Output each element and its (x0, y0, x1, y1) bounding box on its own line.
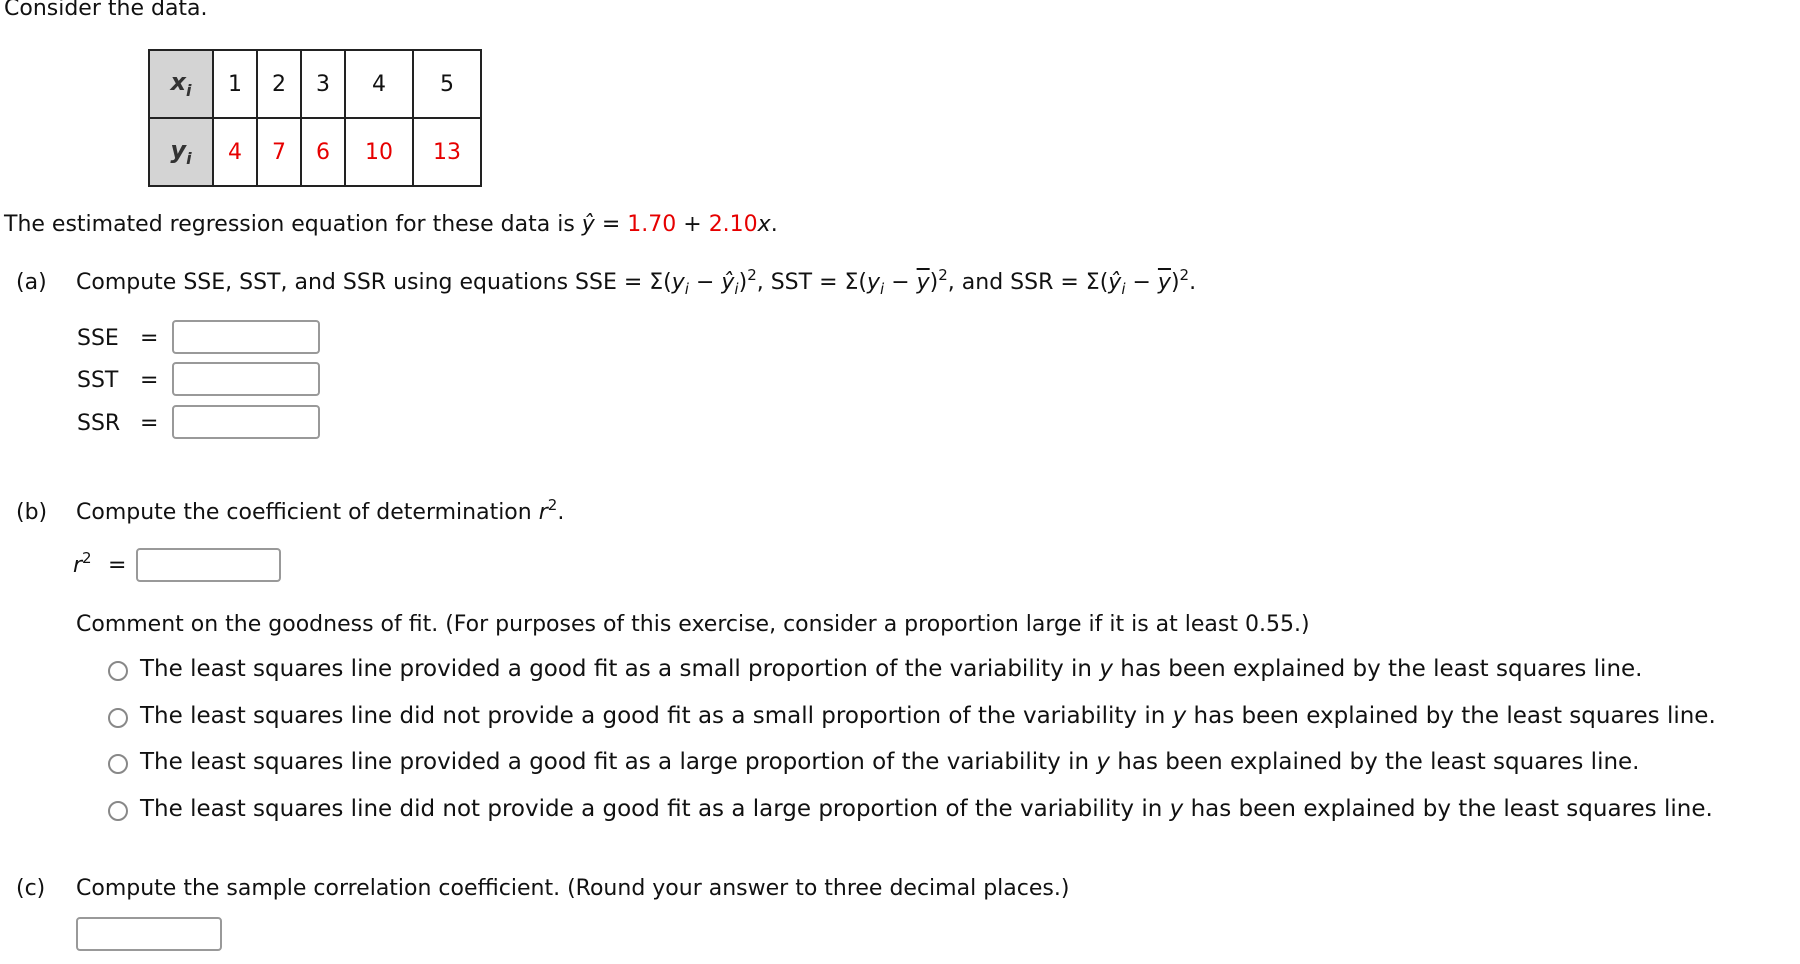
part-c-label: (c) (16, 876, 46, 901)
sse-label: SSE (77, 326, 119, 351)
table-cell: 10 (345, 118, 413, 186)
table-row-x (149, 50, 481, 118)
table-cell: 5 (413, 50, 481, 118)
option-4-radio[interactable] (108, 801, 128, 821)
regression-equation: The estimated regression equation for these data is ŷ = 1.70 + 2.10x. (4, 212, 778, 237)
goodness-of-fit-prompt: Comment on the goodness of fit. (For purposes of this exercise, consider a proportion large if it is at least 0.55.) (76, 612, 1310, 637)
x-header: $x_i$ (149, 50, 213, 118)
option-2-label[interactable]: The least squares line did not provide a good fit as a small proportion of the variability in y has been explained by the least squares line. (140, 703, 1716, 729)
table-cell: 13 (413, 118, 481, 186)
ssr-label: SSR (77, 411, 121, 436)
option-3-radio[interactable] (108, 754, 128, 774)
correlation-input[interactable] (76, 917, 222, 951)
option-2-radio[interactable] (108, 708, 128, 728)
table-cell: 6 (301, 118, 345, 186)
table-cell: 2 (257, 50, 301, 118)
table-cell: 7 (257, 118, 301, 186)
sse-equals: = (140, 326, 159, 351)
part-c-question: Compute the sample correlation coefficient. (Round your answer to three decimal places.) (76, 876, 1070, 901)
part-b-question: Compute the coefficient of determination $r^2$. (76, 496, 565, 525)
sst-label: SST (77, 368, 119, 393)
r2-equals: = (108, 553, 127, 578)
table-cell: 1 (213, 50, 257, 118)
sst-equals: = (140, 368, 159, 393)
table-cell: 3 (301, 50, 345, 118)
r2-label: $r^2$ (73, 549, 92, 578)
part-a-label: (a) (16, 270, 47, 295)
option-1-radio[interactable] (108, 661, 128, 681)
ssr-equals: = (140, 411, 159, 436)
sse-input[interactable] (172, 320, 320, 354)
data-table (148, 49, 482, 187)
option-1-label[interactable]: The least squares line provided a good fit as a small proportion of the variability in y has been explained by the least squares line. (140, 656, 1643, 682)
part-a-question: Compute SSE, SST, and SSR using equations SSE = $\Sigma(y_i$ − $ŷ_i)^2$, SST = $\Sigma(y_i - \overline{y})^2$, and SSR = $\Sigma(ŷ_i - \overline{y})^2$. (76, 266, 1197, 298)
ssr-input[interactable] (172, 405, 320, 439)
option-4-label[interactable]: The least squares line did not provide a good fit as a large proportion of the variability in y has been explained by the least squares line. (140, 796, 1713, 822)
table-row-y (149, 118, 481, 186)
table-cell: 4 (345, 50, 413, 118)
sst-input[interactable] (172, 362, 320, 396)
intro-text: Consider the data. (4, 0, 208, 21)
part-b-label: (b) (16, 500, 48, 525)
y-header: $y_i$ (149, 118, 213, 186)
table-cell: 4 (213, 118, 257, 186)
option-3-label[interactable]: The least squares line provided a good fit as a large proportion of the variability in y has been explained by the least squares line. (140, 749, 1640, 775)
r2-input[interactable] (136, 548, 281, 582)
